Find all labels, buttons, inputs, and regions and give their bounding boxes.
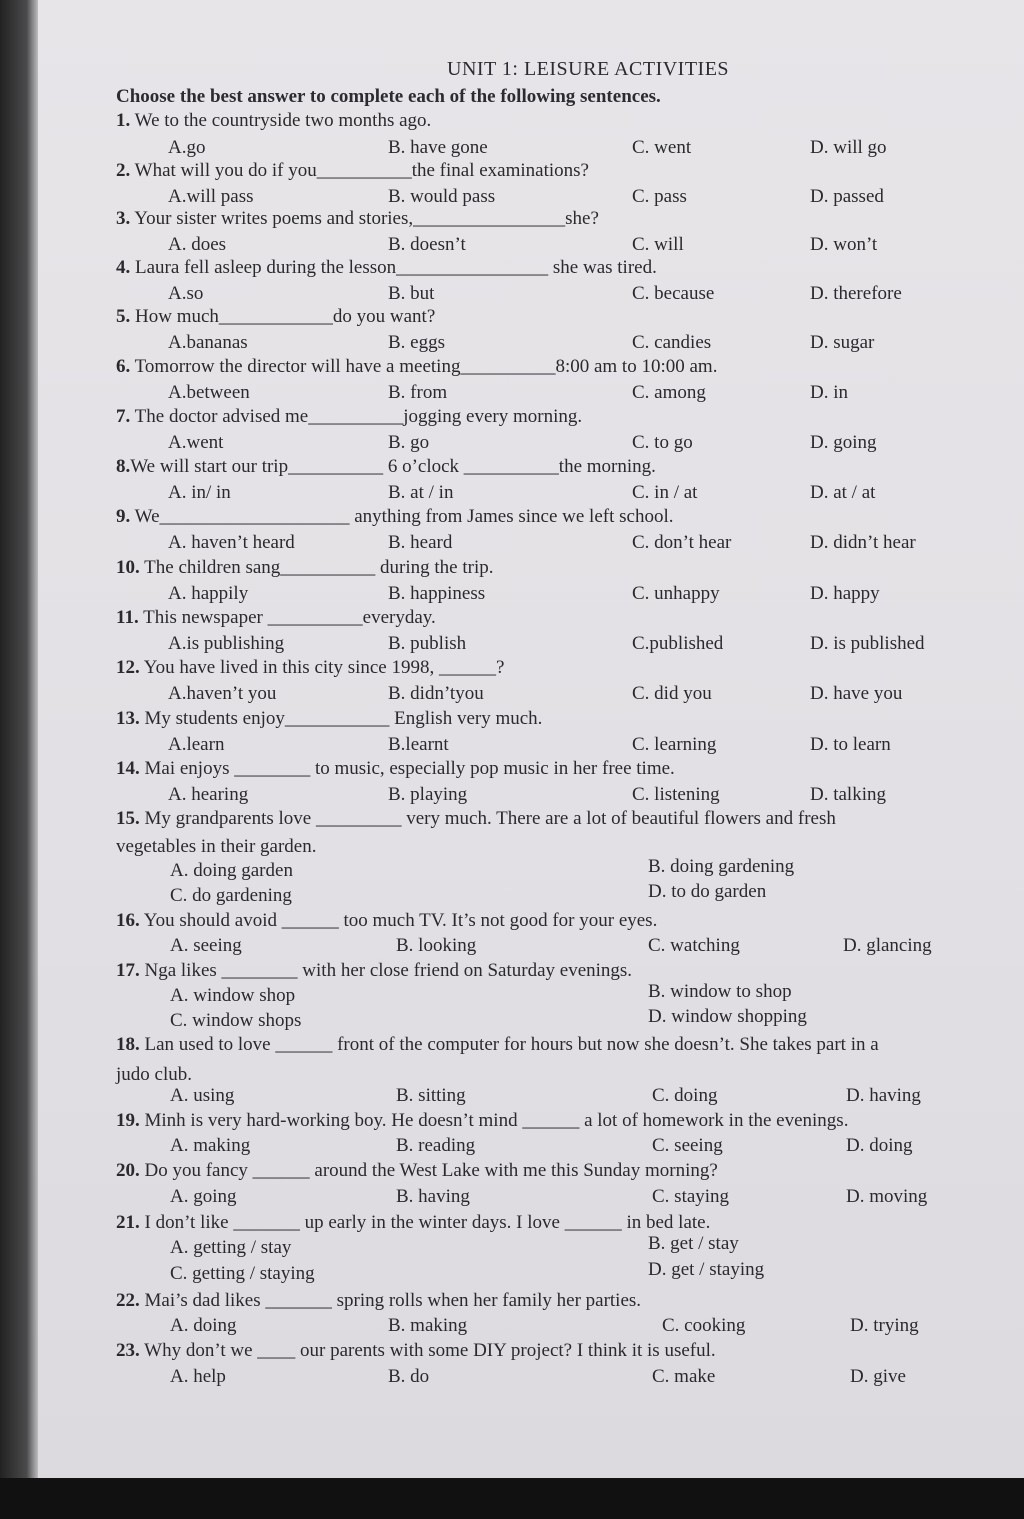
question-15 [116, 808, 836, 830]
option-d: D. moving [846, 1186, 928, 1207]
option-b: B. didn’tyou [388, 683, 484, 704]
option-d: D. give [850, 1366, 906, 1387]
option-a: A. window shop [170, 985, 296, 1006]
question-number: 11. [116, 607, 139, 628]
question-19 [116, 1110, 848, 1132]
option-d: D. going [810, 432, 877, 453]
question-9 [116, 506, 673, 528]
option-c: C. watching [648, 935, 740, 956]
option-c: C. candies [632, 332, 712, 353]
question-number: 18. [116, 1034, 140, 1055]
instruction: Choose the best answer to complete each of the following sentences. [116, 86, 661, 107]
question-text: Why don’t we ____ our parents with some DIY project? I think it is useful. [139, 1340, 716, 1361]
question-number: 23. [116, 1340, 140, 1361]
question-1 [116, 110, 431, 132]
option-c: C. getting / staying [170, 1263, 315, 1284]
question-text: We will start our trip__________ 6 o’clock __________the morning. [130, 456, 656, 477]
option-d: D. will go [810, 137, 887, 158]
question-text: I don’t like _______ up early in the winter days. I love ______ in bed late. [139, 1212, 711, 1233]
question-text: We____________________ anything from James since we left school. [130, 506, 674, 527]
question-20 [116, 1160, 718, 1182]
option-b: B. happiness [388, 583, 486, 604]
option-c: C. to go [632, 432, 693, 453]
option-d: D. sugar [810, 332, 875, 353]
question-text-continued: judo club. [116, 1064, 192, 1085]
option-c: C.published [632, 633, 724, 654]
option-d: D. to do garden [648, 881, 767, 902]
question-number: 17. [116, 960, 140, 981]
option-a: A.go [168, 137, 206, 158]
option-d: D. window shopping [648, 1006, 807, 1027]
question-number: 8. [116, 456, 131, 477]
option-b: B. at / in [388, 482, 454, 503]
question-11 [116, 607, 436, 629]
option-a: A. hearing [168, 784, 249, 805]
option-c: C. pass [632, 186, 687, 207]
option-d: D. passed [810, 186, 884, 207]
question-text: Minh is very hard-working boy. He doesn’t mind ______ a lot of homework in the evenings. [139, 1110, 849, 1131]
question-text: My grandparents love _________ very much. There are a lot of beautiful flowers and fresh [139, 808, 836, 829]
question-number: 7. [116, 406, 131, 427]
question-23 [116, 1340, 716, 1362]
option-c: C. among [632, 382, 706, 403]
question-2 [116, 160, 589, 182]
option-a: A.so [168, 283, 204, 304]
question-text: You should avoid ______ too much TV. It’s not good for your eyes. [139, 910, 658, 931]
question-text: How much____________do you want? [130, 306, 436, 327]
question-text: The children sang__________ during the trip. [139, 557, 494, 578]
option-a: A.haven’t you [168, 683, 277, 704]
option-a: A.bananas [168, 332, 248, 353]
option-d: D. to learn [810, 734, 891, 755]
option-d: D. trying [850, 1315, 919, 1336]
option-b: B. get / stay [648, 1233, 739, 1254]
question-number: 5. [116, 306, 131, 327]
question-8 [116, 456, 656, 478]
option-c: C. seeing [652, 1135, 723, 1156]
question-10 [116, 557, 493, 579]
option-a: A. haven’t heard [168, 532, 295, 553]
option-b: B. have gone [388, 137, 488, 158]
option-b: B. go [388, 432, 430, 453]
option-a: A.will pass [168, 186, 254, 207]
option-b: B. from [388, 382, 448, 403]
option-b: B. having [396, 1186, 470, 1207]
question-text: Mai’s dad likes _______ spring rolls when her family her parties. [139, 1290, 642, 1311]
option-c: C. because [632, 283, 715, 304]
option-a: A. in/ in [168, 482, 231, 503]
option-c: C. will [632, 234, 684, 255]
question-text: We to the countryside two months ago. [130, 110, 432, 131]
option-c: C. staying [652, 1186, 730, 1207]
option-d: D. is published [810, 633, 925, 654]
question-number: 20. [116, 1160, 140, 1181]
option-d: D. therefore [810, 283, 902, 304]
question-text: You have lived in this city since 1998, ______? [139, 657, 505, 678]
question-6 [116, 356, 717, 378]
question-18 [116, 1034, 879, 1056]
question-number: 19. [116, 1110, 140, 1131]
option-c: C. in / at [632, 482, 698, 503]
option-d: D. didn’t hear [810, 532, 916, 553]
option-a: A.went [168, 432, 224, 453]
question-text: This newspaper __________everyday. [138, 607, 436, 628]
option-b: B. publish [388, 633, 467, 654]
question-number: 4. [116, 257, 131, 278]
question-number: 1. [116, 110, 131, 131]
option-b: B.learnt [388, 734, 449, 755]
question-13 [116, 708, 542, 730]
question-text: My students enjoy___________ English very much. [139, 708, 543, 729]
option-c: C. unhappy [632, 583, 720, 604]
option-c: C. make [652, 1366, 716, 1387]
option-d: D. at / at [810, 482, 876, 503]
option-c: C. doing [652, 1085, 718, 1106]
option-c: C. went [632, 137, 692, 158]
question-number: 16. [116, 910, 140, 931]
option-a: A. help [170, 1366, 226, 1387]
question-number: 21. [116, 1212, 140, 1233]
option-c: C. do gardening [170, 885, 292, 906]
option-b: B. doing gardening [648, 856, 795, 877]
option-a: A. using [170, 1085, 235, 1106]
question-number: 10. [116, 557, 140, 578]
question-16 [116, 910, 657, 932]
question-12 [116, 657, 504, 679]
question-text: Do you fancy ______ around the West Lake with me this Sunday morning? [139, 1160, 718, 1181]
option-b: B. looking [396, 935, 477, 956]
question-number: 15. [116, 808, 140, 829]
question-number: 2. [116, 160, 131, 181]
option-a: A. happily [168, 583, 249, 604]
option-d: D. doing [846, 1135, 913, 1156]
question-text: The doctor advised me__________jogging every morning. [130, 406, 583, 427]
photo-background-bottom [0, 1478, 1024, 1519]
option-a: A. going [170, 1186, 237, 1207]
question-text: Mai enjoys ________ to music, especially pop music in her free time. [139, 758, 675, 779]
question-5 [116, 306, 435, 328]
option-d: D. glancing [843, 935, 932, 956]
option-b: B. sitting [396, 1085, 466, 1106]
option-b: B. window to shop [648, 981, 792, 1002]
option-d: D. in [810, 382, 848, 403]
option-c: C. window shops [170, 1010, 302, 1031]
page-title: UNIT 1: LEISURE ACTIVITIES [447, 58, 730, 80]
option-b: B. but [388, 283, 435, 304]
question-3 [116, 208, 599, 230]
option-d: D. having [846, 1085, 921, 1106]
question-number: 3. [116, 208, 131, 229]
question-17 [116, 960, 632, 982]
option-b: B. doesn’t [388, 234, 466, 255]
option-a: A.is publishing [168, 633, 285, 654]
option-c: C. cooking [662, 1315, 746, 1336]
question-number: 12. [116, 657, 140, 678]
option-b: B. would pass [388, 186, 496, 207]
question-text: Lan used to love ______ front of the computer for hours but now she doesn’t. She takes part in a [139, 1034, 879, 1055]
option-b: B. eggs [388, 332, 445, 353]
question-14 [116, 758, 675, 780]
question-text: Your sister writes poems and stories,________________she? [130, 208, 599, 229]
question-text: What will you do if you__________the final examinations? [130, 160, 589, 181]
option-a: A. doing garden [170, 860, 293, 881]
option-d: D. have you [810, 683, 903, 704]
option-b: B. making [388, 1315, 468, 1336]
photo-background-left [0, 0, 38, 1478]
option-a: A. does [168, 234, 227, 255]
question-21 [116, 1212, 710, 1234]
option-d: D. get / staying [648, 1259, 765, 1280]
question-22 [116, 1290, 641, 1312]
question-number: 9. [116, 506, 131, 527]
option-d: D. talking [810, 784, 886, 805]
question-text-continued: vegetables in their garden. [116, 836, 317, 857]
option-a: A. seeing [170, 935, 242, 956]
question-text: Tomorrow the director will have a meeting__________8:00 am to 10:00 am. [130, 356, 718, 377]
option-b: B. heard [388, 532, 453, 553]
question-text: Laura fell asleep during the lesson________________ she was tired. [130, 257, 657, 278]
question-7 [116, 406, 582, 428]
question-4 [116, 257, 657, 279]
question-number: 14. [116, 758, 140, 779]
option-c: C. don’t hear [632, 532, 732, 553]
option-a: A. getting / stay [170, 1237, 292, 1258]
option-a: A. doing [170, 1315, 237, 1336]
option-c: C. listening [632, 784, 720, 805]
option-c: C. learning [632, 734, 717, 755]
option-b: B. reading [396, 1135, 476, 1156]
option-a: A.learn [168, 734, 225, 755]
option-d: D. happy [810, 583, 880, 604]
option-b: B. playing [388, 784, 468, 805]
question-number: 13. [116, 708, 140, 729]
option-d: D. won’t [810, 234, 878, 255]
option-a: A. making [170, 1135, 251, 1156]
option-b: B. do [388, 1366, 430, 1387]
question-text: Nga likes ________ with her close friend on Saturday evenings. [139, 960, 633, 981]
question-number: 6. [116, 356, 131, 377]
option-c: C. did you [632, 683, 712, 704]
question-number: 22. [116, 1290, 140, 1311]
option-a: A.between [168, 382, 250, 403]
